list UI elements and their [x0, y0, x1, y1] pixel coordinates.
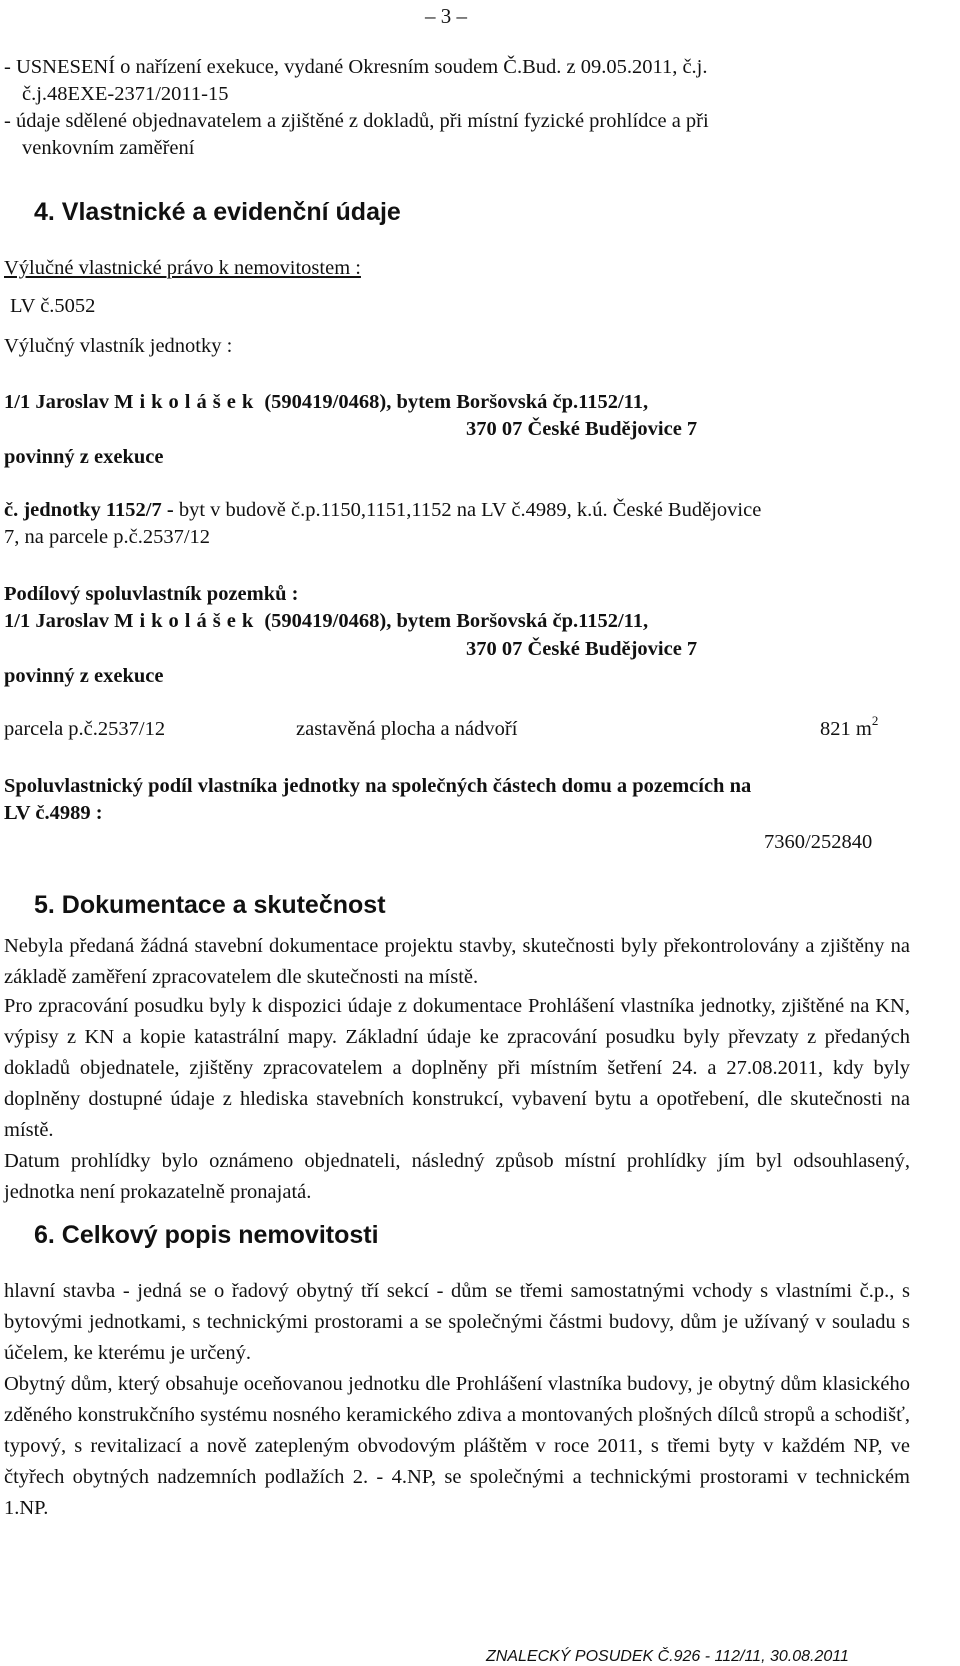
section-5-paragraph-3: Datum prohlídky bylo oznámeno objednateli, následný způsob místní prohlídky jím byl odsouhlasený, jednotka není prokazatelně pronajatá.	[4, 1150, 910, 1203]
unit-number: č. jednotky 1152/7 -	[4, 499, 174, 521]
section-6-paragraph-2: Obytný dům, který obsahuje oceňovanou jednotku dle Prohlášení vlastníka budovy, je obytný dům klasického zděného konstrukčního systému nosného keramického zdiva a montovaných plošných dílců stropů a schodišť, typový, s revitalizací a nově zatepleným obvodovým pláštěm v roce 2011, s třemi byty v každém NP, ve čtyřech obytných nadzemních podlažích 2. - 4.NP, se společnými a technickými prostorami v technickém 1.NP.	[4, 1373, 910, 1519]
intro-item-1-line-2: č.j.48EXE-2371/2011-15	[22, 83, 229, 105]
coowner-line	[4, 610, 648, 633]
parcel-area	[820, 713, 879, 741]
owner-obligor: povinný z exekuce	[4, 446, 164, 468]
section-5-paragraph-1: Nebyla předaná žádná stavební dokumentace projektu stavby, skutečnosti byly překontrolovány a zjištěny na základě zaměření zpracovatelem dle skutečnosti na místě.	[4, 935, 910, 988]
owner-suffix: (590419/0468), bytem Boršovská čp.1152/11,	[264, 391, 649, 413]
unit-line-1	[4, 499, 761, 522]
parcel-type: zastavěná plocha a nádvoří	[296, 718, 518, 740]
coowner-city: 370 07 České Budějovice 7	[466, 638, 698, 660]
exclusive-right-label: Výlučné vlastnické právo k nemovitostem :	[4, 257, 361, 279]
coowner-label: Podílový spoluvlastník pozemků :	[4, 583, 299, 605]
lv-number: LV č.5052	[10, 295, 96, 317]
section-4-heading: 4. Vlastnické a evidenční údaje	[34, 198, 401, 226]
intro-item-1-line-1: - USNESENÍ o nařízení exekuce, vydané Okresním soudem Č.Bud. z 09.05.2011, č.j.	[4, 56, 708, 78]
coowner-prefix: 1/1 Jaroslav	[4, 610, 109, 632]
owner-prefix: 1/1 Jaroslav	[4, 391, 109, 413]
unit-description: byt v budově č.p.1150,1151,1152 na LV č.4989, k.ú. České Budějovice	[173, 499, 762, 521]
page-footer: ZNALECKÝ POSUDEK Č.926 - 112/11, 30.08.2011	[486, 1648, 849, 1665]
owner-surname: Mikolášek	[114, 391, 260, 413]
share-line-1: Spoluvlastnický podíl vlastníka jednotky na společných částech domu a pozemcích na	[4, 775, 752, 797]
owner-label: Výlučný vlastník jednotky :	[4, 335, 233, 357]
section-5-heading: 5. Dokumentace a skutečnost	[34, 891, 386, 919]
parcel-area-value: 821 m	[820, 718, 872, 740]
intro-item-2-line-1: - údaje sdělené objednavatelem a zjištěné z dokladů, při místní fyzické prohlídce a při	[4, 110, 709, 132]
unit-line-2: 7, na parcele p.č.2537/12	[4, 526, 211, 548]
parcel-id: parcela p.č.2537/12	[4, 718, 166, 740]
share-line-2: LV č.4989 :	[4, 802, 103, 824]
page-number: – 3 –	[425, 4, 467, 28]
section-6-paragraph-1: hlavní stavba - jedná se o řadový obytný tří sekcí - dům se třemi samostatnými vchody s vlastními č.p., s bytovými jednotkami, s technickými prostorami a se společnými částmi budovy, dům je užívaný v souladu s účelem, ke kterému je určený.	[4, 1280, 910, 1364]
share-value: 7360/252840	[764, 831, 873, 853]
coowner-suffix: (590419/0468), bytem Boršovská čp.1152/11,	[264, 610, 649, 632]
coowner-obligor: povinný z exekuce	[4, 665, 164, 687]
section-5-paragraph-2: Pro zpracování posudku byly k dispozici údaje z dokumentace Prohlášení vlastníka jednotky, zjištěné na KN, výpisy z KN a kopie katastrální mapy. Základní údaje ke zpracování posudku byly převzaty z předaných dokladů objednatele, zjištěny zpracovatelem a doplněny při místním šetření 24. a 27.08.2011, kdy byly doplněny dostupné údaje z hlediska stavebních konstrukcí, vybavení bytu a opotřebení, dle skutečnosti na místě.	[4, 995, 910, 1141]
section-6-heading: 6. Celkový popis nemovitosti	[34, 1221, 379, 1249]
owner-city: 370 07 České Budějovice 7	[466, 418, 698, 440]
parcel-area-unit-exponent: 2	[871, 713, 879, 729]
coowner-surname: Mikolášek	[114, 610, 260, 632]
owner-line	[4, 391, 648, 414]
intro-item-2-line-2: venkovním zaměření	[22, 137, 195, 159]
